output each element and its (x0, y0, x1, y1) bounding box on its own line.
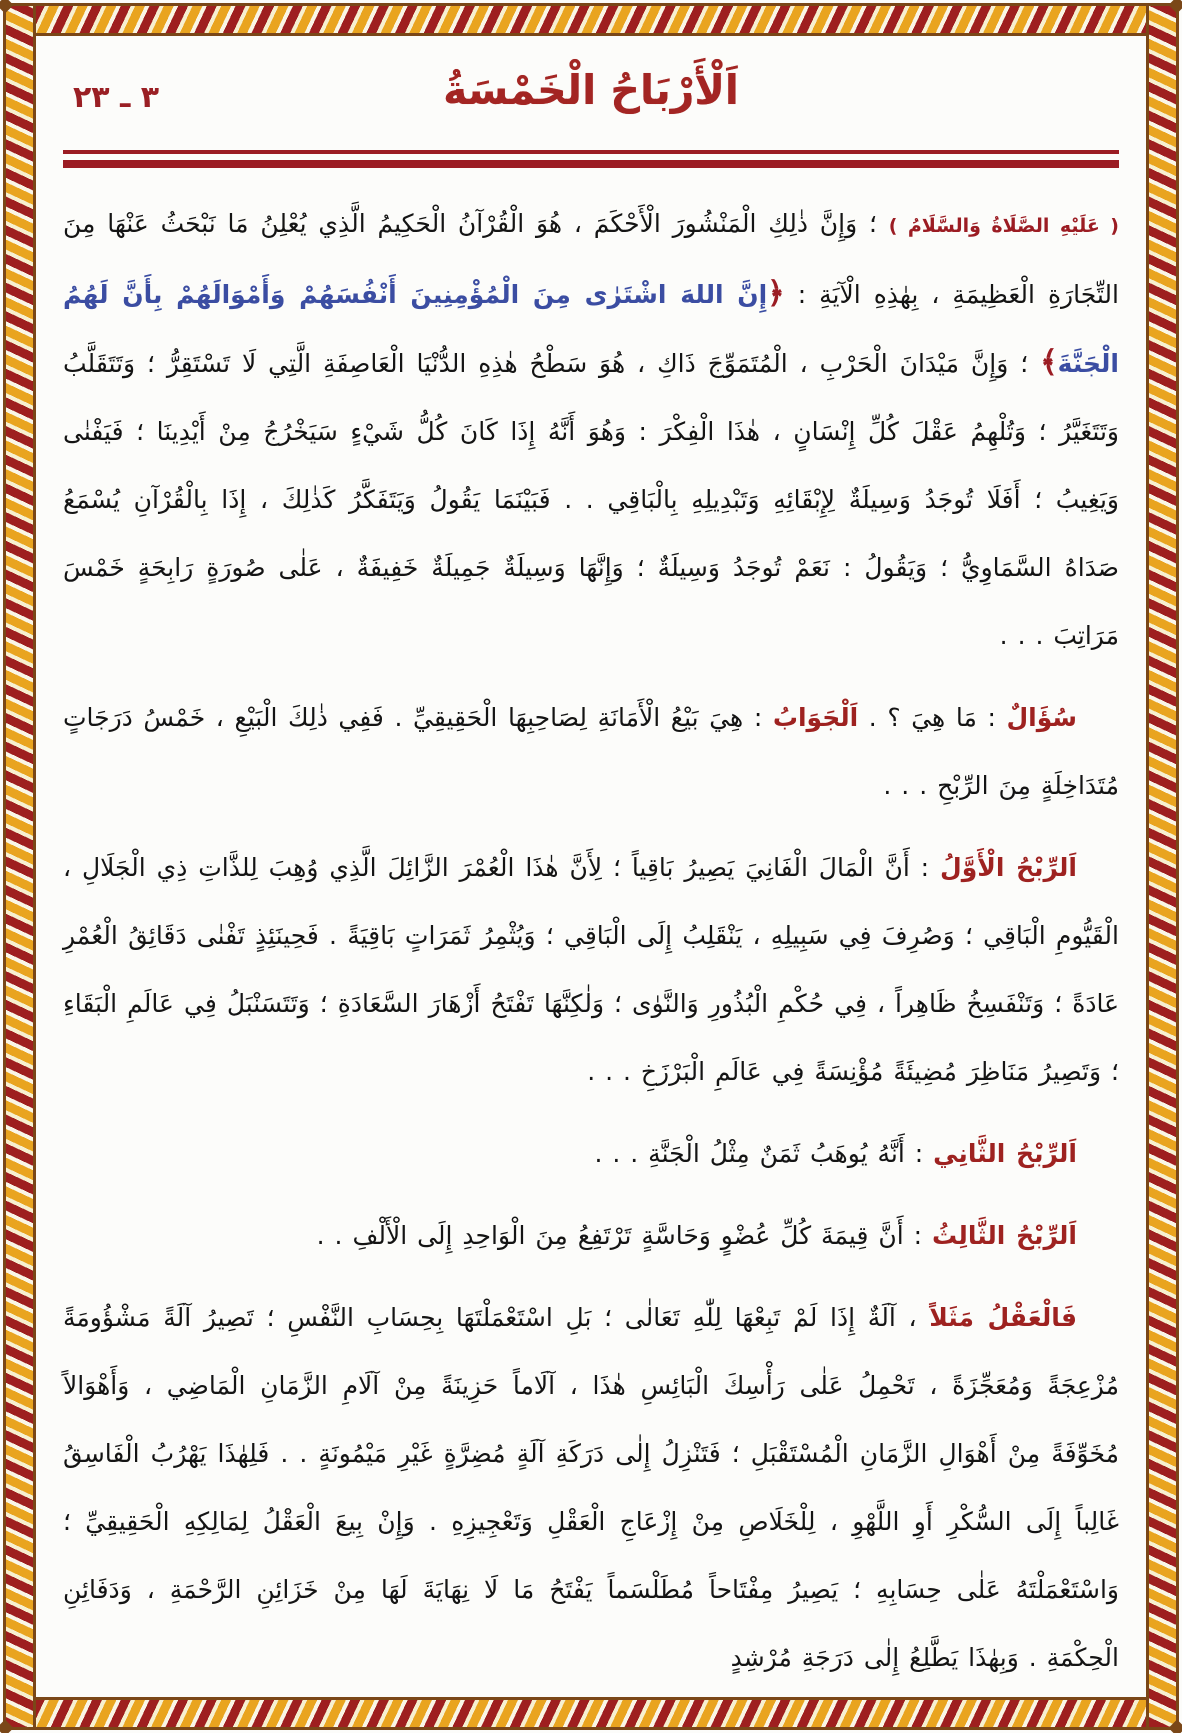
border-top-pattern (3, 3, 1179, 36)
verse-close-bracket: ﴾ (1040, 345, 1058, 380)
heading-first-profit: اَلرِّبْحُ الْأَوَّلُ (940, 853, 1077, 882)
heading-third-profit: اَلرِّبْحُ الثَّالِثُ (931, 1221, 1077, 1250)
heading-second-profit: اَلرِّبْحُ الثَّانِي (933, 1139, 1077, 1168)
body-text-segment: : أَنَّ الْمَالَ الْفَانِيَ يَصِيرُ بَاقِياً ؛ لِأَنَّ هٰذَا الْعُمْرَ الزَّائِلَ الَّذِي وُهِبَ لِلذَّاتِ ذِي الْجَلَالِ ، الْقَيُّومِ الْبَاقِي ؛ وَصُرِفَ فِي سَبِيلِهِ ، يَنْقَلِبُ إِلَى الْبَاقِي ؛ وَيُثْمِرُ ثَمَرَاتٍ بَاقِيَةً . فَحِينَئِذٍ تَفْنٰى دَقَائِقُ الْعُمْرِ عَادَةً ؛ وَتَنْفَسِخُ ظَاهِراً ، فِي حُكْمِ الْبُذُورِ وَالنَّوٰى ؛ وَلٰكِنَّهَا تَفْتَحُ أَزْهَارَ السَّعَادَةِ ؛ وَتَتَسَنْبَلُ فِي عَالَمِ الْبَقَاءِ ؛ وَتَصِيرُ مَنَاظِرَ مُضِيئَةً مُؤْنِسَةً فِي عَالَمِ الْبَرْزَخِ . . . (63, 853, 1119, 1086)
body-text-segment: : هِيَ بَيْعُ الْأَمَانَةِ لِصَاحِبِهَا الْحَقِيقِيِّ . فَفِي ذٰلِكَ الْبَيْعِ ، خَمْسُ دَرَجَاتٍ مُتَدَاخِلَةٍ مِنَ الرِّبْحِ . . . (63, 703, 1119, 800)
paragraph-intellect-example (63, 1284, 1119, 1692)
answer-label: اَلْجَوَابُ (772, 703, 859, 732)
page-header (63, 52, 1119, 140)
body-text-segment: ؛ وَإِنَّ ذٰلِكِ الْمَنْشُورَ الْأَحْكَمَ ، هُوَ الْقُرْآنُ الْحَكِيمُ الَّذِي يُعْلِنُ مَا نَبْحَثُ عَنْهَا مِنَ التِّجَارَةِ الْعَظِيمَةِ ، بِهٰذِهِ الْآيَةِ : (63, 209, 1119, 309)
verse-open-bracket: ﴿ (767, 276, 785, 311)
border-right-pattern (1146, 3, 1179, 1730)
page-number: ٣ ـ ٢٣ (73, 80, 160, 115)
salawat-ligature: ( عَلَيْهِ الصَّلَاةُ وَالسَّلَامُ ) (888, 215, 1119, 237)
paragraph-first-profit (63, 834, 1119, 1106)
paragraph-intro (63, 190, 1119, 670)
paragraph-third-profit (63, 1202, 1119, 1270)
page-content (63, 52, 1119, 1685)
quran-verse: إِنَّ اللهَ اشْتَرٰى مِنَ الْمُؤْمِنِينَ أَنْفُسَهُمْ وَأَمْوَالَهُمْ بِأَنَّ لَهُمُ الْجَنَّةَ (63, 280, 1119, 378)
page-title: اَلْأَرْبَاحُ الْخَمْسَةُ (443, 66, 739, 114)
header-divider-rule (63, 150, 1119, 168)
body-text-segment: : أَنَّهُ يُوهَبُ ثَمَنٌ مِثْلُ الْجَنَّةِ . . . (594, 1139, 934, 1168)
border-left-pattern (3, 3, 36, 1730)
border-bottom-pattern (3, 1697, 1179, 1730)
paragraph-question-answer (63, 684, 1119, 820)
paragraph-second-profit (63, 1120, 1119, 1188)
body-text-segment: : مَا هِيَ ؟ . (858, 703, 1007, 732)
question-label: سُؤَالٌ (1006, 703, 1077, 732)
body-text-segment: : أَنَّ قِيمَةَ كُلِّ عُضْوٍ وَحَاسَّةٍ تَرْتَفِعُ مِنَ الْوَاحِدِ إِلَى الْأَلْفِ . . (316, 1221, 932, 1250)
body-text-segment: ؛ وَإِنَّ مَيْدَانَ الْحَرْبِ ، الْمُتَمَوِّجَ ذَاكِ ، هُوَ سَطْحُ هٰذِهِ الدُّنْيَا الْعَاصِفَةِ الَّتِي لَا تَسْتَقِرُّ ؛ وَتَتَقَلَّبُ وَتَتَغَيَّرُ ؛ وَتُلْهِمُ عَقْلَ كُلِّ إِنْسَانٍ ، هٰذَا الْفِكْرَ : وَهُوَ أَنَّهُ إِذَا كَانَ كُلُّ شَيْءٍ سَيَخْرُجُ مِنْ أَيْدِينَا ؛ فَيَفْنٰى وَيَغِيبُ ؛ أَفَلَا تُوجَدُ وَسِيلَةٌ لِإِبْقَائِهِ وَتَبْدِيلِهِ بِالْبَاقِي . . فَبَيْنَمَا يَقُولُ وَيَتَفَكَّرُ كَذٰلِكَ ، إِذَا بِالْقُرْآنِ يُسْمَعُ صَدَاهُ السَّمَاوِيُّ ؛ وَيَقُولُ : نَعَمْ تُوجَدُ وَسِيلَةٌ ؛ وَإِنَّهَا وَسِيلَةٌ جَمِيلَةٌ خَفِيفَةٌ ، عَلٰى صُورَةٍ رَابِحَةٍ خَمْسَ مَرَاتِبَ . . . (63, 349, 1119, 650)
body-text (63, 190, 1119, 1692)
body-text-segment: ، آلَةٌ إِذَا لَمْ تَبِعْهَا لِلّٰهِ تَعَالٰى ؛ بَلِ اسْتَعْمَلْتَهَا بِحِسَابِ النَّفْسِ ؛ تَصِيرُ آلَةً مَشْؤُومَةً مُزْعِجَةً وَمُعَجِّزَةً ، تَحْمِلُ عَلٰى رَأْسِكَ الْبَائِسِ هٰذَا ، آلَاماً حَزِينَةً مِنْ آلَامِ الزَّمَانِ الْمَاضِي ، وَأَهْوَالاً مُخَوِّفَةً مِنْ أَهْوَالِ الزَّمَانِ الْمُسْتَقْبَلِ ؛ فَتَنْزِلُ إِلٰى دَرَكَةِ آلَةٍ مُضِرَّةٍ غَيْرِ مَيْمُونَةٍ . . فَلِهٰذَا يَهْرُبُ الْفَاسِقُ غَالِباً إِلَى السُّكْرِ أَوِ اللَّهْوِ ، لِلْخَلَاصِ مِنْ إِزْعَاجِ الْعَقْلِ وَتَعْجِيزِهِ . وَإِنْ بِيعَ الْعَقْلُ لِمَالِكِهِ الْحَقِيقِيِّ ؛ وَاسْتَعْمَلْتَهُ عَلٰى حِسَابِهِ ؛ يَصِيرُ مِفْتَاحاً مُطَلْسَماً يَفْتَحُ مَا لَا نِهَايَةَ لَهَا مِنْ خَزَائِنِ الرَّحْمَةِ ، وَدَفَائِنِ الْحِكْمَةِ . وَبِهٰذَا يَطَّلِعُ إِلٰى دَرَجَةِ مُرْشِدٍ (63, 1303, 1119, 1672)
heading-intellect-example: فَالْعَقْلُ مَثَلاً (929, 1303, 1078, 1332)
